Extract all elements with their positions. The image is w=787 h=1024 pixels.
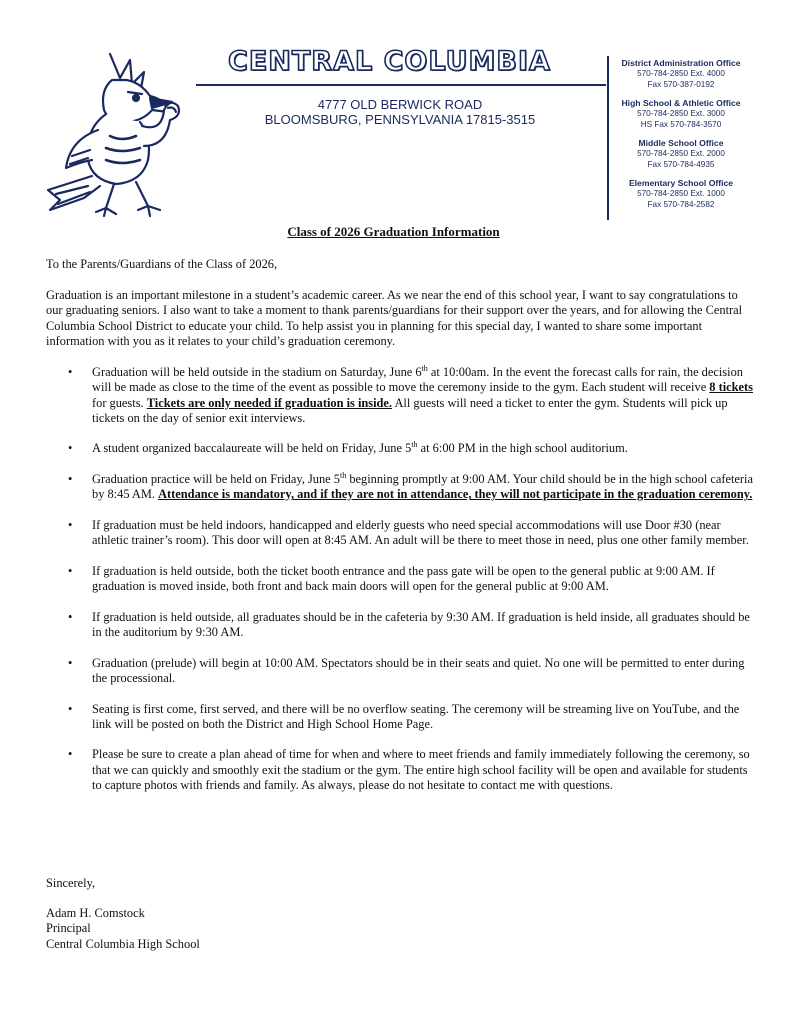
office-phone: 570-784-2850 Ext. 1000 xyxy=(637,189,725,198)
item-text: If graduation must be held indoors, handicapped and elderly guests who need special accommodations will use Door #30 (near athletic trainer’s room). This door will open at 8:45 AM. An adult will be there to meet those in need, plus one other family member. xyxy=(92,517,749,548)
office-phone: 570-784-2850 Ext. 2000 xyxy=(637,149,725,158)
list-item xyxy=(46,518,754,549)
office-name: High School & Athletic Office xyxy=(621,98,741,108)
ordinal-suffix: th xyxy=(421,363,428,373)
ticket-count: 8 tickets xyxy=(709,380,753,395)
tickets-inside-note: Tickets are only needed if graduation is inside. xyxy=(146,395,393,410)
item-text: Graduation will be held outside in the stadium on Saturday, June 6 xyxy=(92,365,422,379)
signer-school: Central Columbia High School xyxy=(46,936,200,951)
item-text: Graduation (prelude) will begin at 10:00 AM. Spectators should be in their seats and quiet. No one will be permitted to enter during the processional. xyxy=(92,655,745,685)
item-text: for guests. xyxy=(92,395,147,410)
item-text: All guests will need a ticket to enter the gym. Students will pick up tickets on the day of senior exit interviews. xyxy=(92,395,728,425)
bullet-marker: • xyxy=(68,441,73,456)
offices-divider xyxy=(607,56,609,220)
office-district xyxy=(612,58,750,90)
item-text: at 6:00 PM in the high school auditorium. xyxy=(417,441,628,456)
bullet-marker: • xyxy=(68,472,73,487)
bullet-marker: • xyxy=(68,517,73,532)
office-fax: Fax 570-387-0192 xyxy=(647,79,715,89)
office-fax: Fax 570-784-2582 xyxy=(647,199,715,209)
office-name: Middle School Office xyxy=(638,138,724,148)
item-text: A student organized baccalaureate will be held on Friday, June 5 xyxy=(92,441,412,456)
closing: Sincerely, xyxy=(46,876,96,890)
office-high-school xyxy=(612,98,750,130)
ordinal-suffix: th xyxy=(411,440,418,450)
bullet-marker: • xyxy=(68,655,73,670)
list-item xyxy=(46,441,754,456)
school-name: CENTRAL COLUMBIA xyxy=(228,46,551,77)
signer-title: Principal xyxy=(46,921,91,936)
item-text: Please be sure to create a plan ahead of time for when and where to meet friends and family immediately following the ceremony, so that we can quickly and smoothly exit the stadium or the gym. The entire high school facility will be open and available for students to capture photos with friends and family. As always, please do not hesitate to contact me with questions. xyxy=(92,747,750,793)
item-text: Seating is first come, first served, and there will be no overflow seating. The ceremony will be streaming live on YouTube, and the link will be posted on both the District and High School Home Page. xyxy=(92,701,740,731)
signer-name: Adam H. Comstock xyxy=(46,906,145,920)
office-contacts xyxy=(612,58,750,218)
list-item xyxy=(46,365,754,426)
item-text: If graduation is held outside, both the ticket booth entrance and the pass gate will be open to the general public at 9:00 AM. If graduation is moved inside, both front and back main doors will open for the general public at 9:00 AM. xyxy=(92,563,715,594)
list-item xyxy=(46,656,754,687)
office-fax: HS Fax 570-784-3570 xyxy=(640,119,722,129)
info-list xyxy=(46,365,754,809)
attendance-mandatory-note: Attendance is mandatory, and if they are not in attendance, they will not participate in the graduation ceremony. xyxy=(158,487,753,502)
office-name: Elementary School Office xyxy=(628,178,734,188)
item-text: beginning promptly at 9:00 AM. Your child should be in the high school cafeteria by 8:45 AM. xyxy=(92,472,753,502)
office-phone: 570-784-2850 Ext. 3000 xyxy=(637,109,725,118)
salutation: To the Parents/Guardians of the Class of 2026, xyxy=(46,257,278,271)
item-text: If graduation is held outside, all graduates should be in the cafeteria by 9:30 AM. If graduation is held inside, all graduates should be in the auditorium by 9:30 AM. xyxy=(92,609,750,640)
list-item xyxy=(46,564,754,595)
bullet-marker: • xyxy=(68,563,73,578)
office-fax: Fax 570-784-4935 xyxy=(647,159,715,169)
bullet-marker: • xyxy=(68,365,73,379)
blue-jay-mascot-icon xyxy=(40,50,190,220)
bullet-marker: • xyxy=(68,701,73,716)
signature-block xyxy=(46,906,200,952)
list-item xyxy=(46,610,754,641)
header-divider xyxy=(196,84,606,86)
list-item xyxy=(46,747,754,793)
letter-title: Class of 2026 Graduation Information xyxy=(287,224,500,239)
list-item xyxy=(46,702,754,733)
office-phone: 570-784-2850 Ext. 4000 xyxy=(637,69,725,78)
bullet-marker: • xyxy=(68,609,73,624)
item-text: Graduation practice will be held on Friday, June 5 xyxy=(92,472,340,487)
item-text: at 10:00am. In the event the forecast calls for rain, the decision will be made as close to the time of the event as possible to move the ceremony inside to the gym. Each student will receive xyxy=(92,365,743,395)
address-line-2: BLOOMSBURG, PENNSYLVANIA 17815-3515 xyxy=(264,112,536,127)
intro-paragraph: Graduation is an important milestone in a student’s academic career. As we near the end of this school year, I want to say congratulations to our graduating seniors. I also want to take a moment to thank parents/guardians for their support over the years, and for allowing the Central Columbia School District to educate your child. To help assist you in planning for this special day, I wanted to share some important information with you as it relates to your child’s graduation ceremony. xyxy=(46,288,743,348)
bullet-marker: • xyxy=(68,747,73,762)
office-elementary xyxy=(612,178,750,210)
office-name: District Administration Office xyxy=(621,58,741,68)
office-middle-school xyxy=(612,138,750,170)
ordinal-suffix: th xyxy=(339,470,347,480)
school-address xyxy=(250,97,550,127)
list-item xyxy=(46,472,754,503)
address-line-1: 4777 OLD BERWICK ROAD xyxy=(317,97,483,112)
